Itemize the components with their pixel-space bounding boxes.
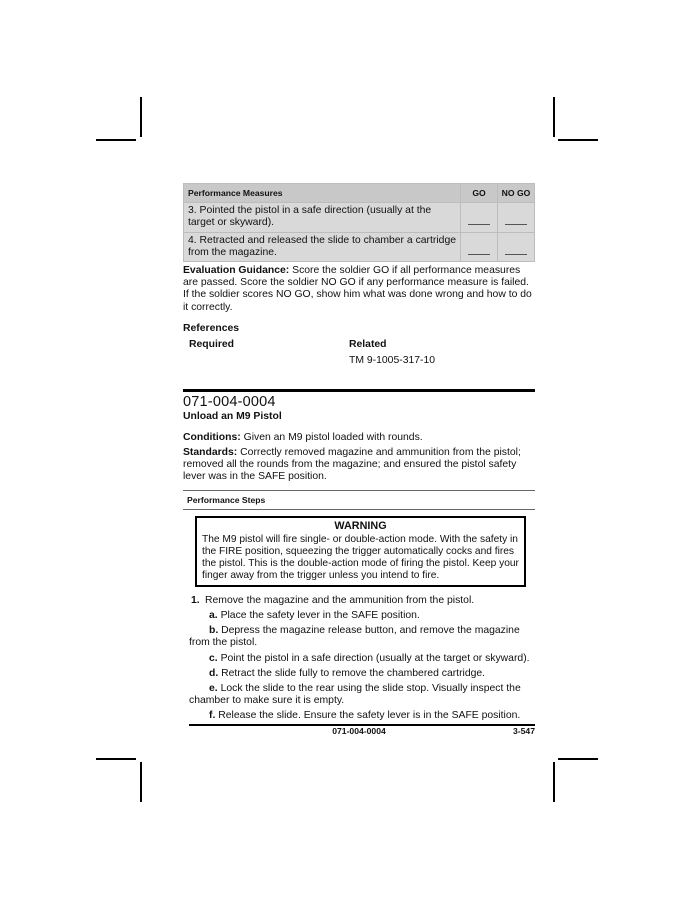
- step-number: 1.: [191, 594, 200, 606]
- crop-mark-bottom-left-h: [96, 758, 136, 760]
- warning-title: WARNING: [334, 519, 387, 532]
- substep-letter: a.: [209, 610, 218, 622]
- task-title: Unload an M9 Pistol: [183, 410, 282, 422]
- substep-text: Place the safety lever in the SAFE position.: [220, 610, 420, 622]
- crop-mark-top-right-h: [558, 139, 598, 141]
- substep-f: [183, 710, 535, 722]
- performance-measures-table: [183, 183, 535, 262]
- conditions: [183, 432, 535, 444]
- required-label: Required: [189, 339, 235, 351]
- crop-mark-bottom-right-h: [558, 758, 598, 760]
- crop-mark-top-left-v: [140, 97, 142, 137]
- evaluation-label: Evaluation Guidance:: [183, 265, 290, 277]
- references-columns: [183, 339, 535, 367]
- substep-letter: b.: [209, 625, 219, 637]
- conditions-label: Conditions:: [183, 431, 241, 443]
- step-text: Remove the magazine and the ammunition from the pistol.: [205, 594, 475, 606]
- conditions-text: Given an M9 pistol loaded with rounds.: [243, 431, 423, 443]
- no-go-blank: [498, 232, 535, 261]
- substep-d: [183, 668, 535, 680]
- substep-text: Lock the slide to the rear using the slide stop. Visually inspect the chamber to make sure it is empty.: [189, 683, 521, 707]
- crop-mark-bottom-right-v: [553, 762, 555, 802]
- substep-text: Depress the magazine release button, and remove the magazine from the pistol.: [189, 625, 520, 649]
- task-divider: [183, 389, 535, 392]
- crop-mark-top-left-h: [96, 139, 136, 141]
- no-go-blank: [498, 203, 535, 232]
- header-go: GO: [461, 184, 498, 203]
- performance-steps-header: Performance Steps: [183, 490, 535, 510]
- substep-c: [183, 653, 535, 665]
- substep-a: [183, 610, 535, 622]
- page-content: [183, 183, 535, 726]
- task-number: 071-004-0004: [183, 394, 276, 411]
- footer-page-number: 3-547: [513, 726, 535, 736]
- substep-text: Release the slide. Ensure the safety lever is in the SAFE position.: [218, 710, 521, 722]
- go-blank: [461, 232, 498, 261]
- table-row: [184, 203, 535, 232]
- warning-box: [195, 516, 526, 587]
- step-1: [183, 595, 535, 607]
- substep-letter: d.: [209, 667, 219, 679]
- substep-letter: f.: [209, 710, 216, 722]
- references-title: References: [183, 322, 240, 334]
- evaluation-text: Score the soldier GO if all performance measures are passed. Score the soldier NO GO if any performance measure is failed. If the soldier scores NO GO, show him what was done wrong and how to do it correctly.: [183, 265, 532, 313]
- measure-text: 4. Retracted and released the slide to chamber a cartridge from the magazine.: [184, 232, 461, 261]
- related-label: Related: [349, 339, 387, 351]
- related-value: TM 9-1005-317-10: [349, 355, 436, 367]
- substep-text: Retract the slide fully to remove the chambered cartridge.: [221, 667, 486, 679]
- evaluation-guidance: [183, 265, 535, 314]
- table-header-row: [184, 184, 535, 203]
- standards-text: Correctly removed magazine and ammunition from the pistol; removed all the rounds from the magazine; and ensured the pistol safety lever was in the SAFE position.: [183, 447, 521, 483]
- substep-b: [183, 625, 535, 649]
- header-no-go: NO GO: [498, 184, 535, 203]
- crop-mark-bottom-left-v: [140, 762, 142, 802]
- substep-letter: c.: [209, 652, 218, 664]
- warning-text: The M9 pistol will fire single- or double-action mode. With the safety in the FIRE position, squeezing the trigger automatically cocks and fires the pistol. This is the double-action mode of firing the pistol. Keep your finger away from the trigger unless you intend to fire.: [202, 533, 519, 581]
- footer-task-number: 071-004-0004: [332, 726, 386, 736]
- go-blank: [461, 203, 498, 232]
- substep-text: Point the pistol in a safe direction (usually at the target or skyward).: [220, 652, 530, 664]
- substep-e: [183, 683, 535, 707]
- measure-text: 3. Pointed the pistol in a safe direction (usually at the target or skyward).: [184, 203, 461, 232]
- substep-letter: e.: [209, 683, 218, 695]
- crop-mark-top-right-v: [553, 97, 555, 137]
- standards-label: Standards:: [183, 447, 238, 459]
- standards: [183, 447, 535, 484]
- table-row: [184, 232, 535, 261]
- header-performance-measures: Performance Measures: [184, 184, 461, 203]
